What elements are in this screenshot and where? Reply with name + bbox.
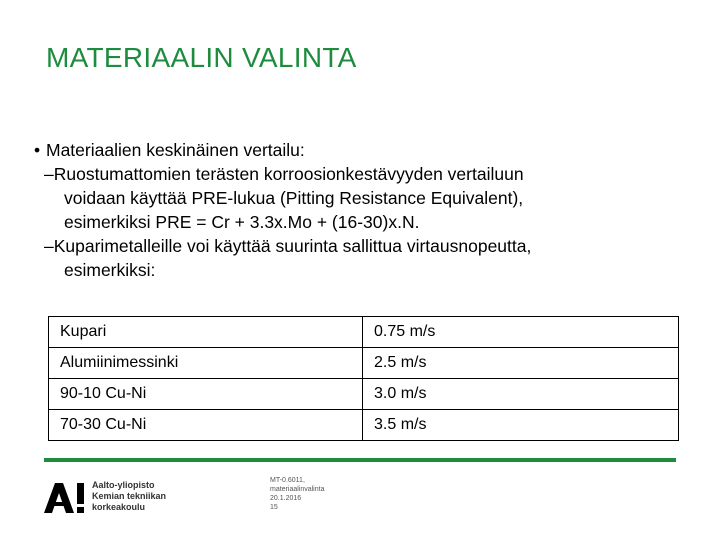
sub-item-line: –Ruostumattomien terästen korroosionkestävyyden vertailuun	[44, 164, 524, 184]
slide-title: MATERIAALIN VALINTA	[46, 42, 357, 73]
bullet-icon: •	[34, 140, 41, 160]
sub-item-line: esimerkiksi:	[64, 260, 156, 280]
speed-cell: 2.5 m/s	[363, 348, 679, 379]
sub-item-line: –Kuparimetalleille voi käyttää suurinta sallittua virtausnopeutta,	[44, 236, 532, 256]
table-row	[49, 410, 679, 441]
slide-content	[34, 138, 694, 282]
bullet-text: Materiaalien keskinäinen vertailu:	[46, 140, 305, 160]
course-code: MT-0.6011,	[270, 477, 305, 484]
material-cell: 90-10 Cu-Ni	[49, 379, 363, 410]
footer-date: 20.1.2016	[270, 495, 302, 502]
sub-item-line: esimerkiksi PRE = Cr + 3.3x.Mo + (16-30)x.N.	[64, 212, 420, 232]
speed-cell: 3.5 m/s	[363, 410, 679, 441]
table-row	[49, 317, 679, 348]
material-cell: Alumiinimessinki	[49, 348, 363, 379]
university-name	[92, 480, 166, 513]
flow-speed-table	[48, 316, 679, 441]
logo-line: Kemian tekniikan	[92, 491, 167, 501]
sub-item-line: voidaan käyttää PRE-lukua (Pitting Resistance Equivalent),	[64, 188, 524, 208]
aalto-logo-icon	[44, 483, 86, 513]
table-row	[49, 379, 679, 410]
footer-topic: materiaalinvalinta	[270, 486, 325, 493]
logo-line: Aalto-yliopisto	[92, 480, 155, 490]
footer-divider	[44, 458, 676, 462]
slide-number: 15	[270, 504, 278, 511]
slide-footer	[270, 476, 324, 512]
material-cell: Kupari	[49, 317, 363, 348]
speed-cell: 3.0 m/s	[363, 379, 679, 410]
speed-cell: 0.75 m/s	[363, 317, 679, 348]
material-cell: 70-30 Cu-Ni	[49, 410, 363, 441]
table-row	[49, 348, 679, 379]
bullet-item	[34, 138, 694, 162]
logo-line: korkeakoulu	[92, 502, 146, 512]
